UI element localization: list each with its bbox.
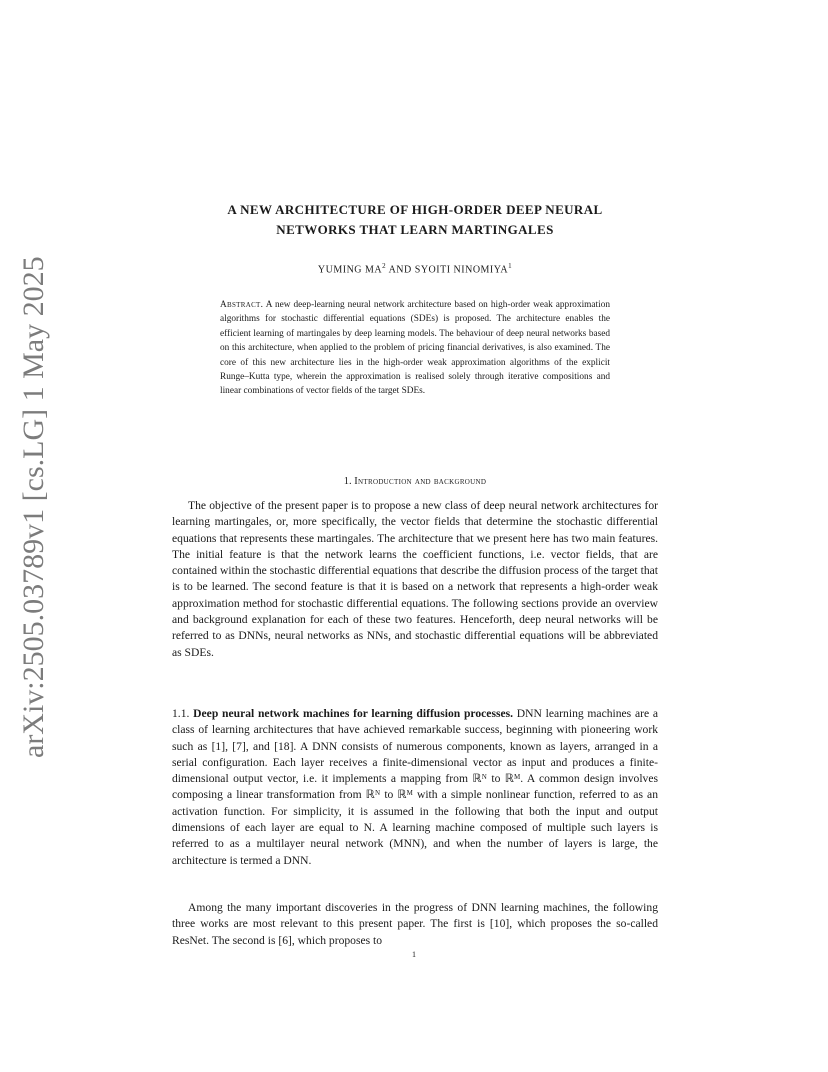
author-1-affiliation: 2 (382, 262, 387, 270)
paragraph-2-text: DNN learning machines are a class of learning architectures that have achieved remarkable success, beginning with pioneering work such as [1], [7], and [18]. A DNN consists of numerous components, known as layers, arranged in a serial configuration. Each layer receives a finite-dimensional vector as input and produces a finite-dimensional output vector, i.e. it implements a mapping from ℝᴺ to ℝᴹ. A common design involves composing a linear transformation from ℝᴺ to ℝᴹ with a simple nonlinear function, referred to as an activation function. For simplicity, it is assumed in the following that both the input and output dimensions of each layer are equal to N. A learning machine composed of multiple such layers is referred to as a multilayer neural network (MNN), and when the number of layers is large, the architecture is termed a DNN. (172, 707, 659, 867)
subsection-title: Deep neural network machines for learning diffusion processes. (193, 707, 514, 720)
page-number: 1 (412, 950, 416, 959)
subsection-number: 1.1. (172, 707, 194, 720)
abstract-label: Abstract. (220, 300, 264, 310)
section-title: Introduction and background (354, 476, 487, 487)
section-number: 1. (343, 476, 355, 487)
paper-title (170, 200, 660, 240)
title-line-1: A NEW ARCHITECTURE OF HIGH-ORDER DEEP NEURAL (227, 202, 603, 217)
paragraph-2 (172, 706, 658, 869)
abstract (220, 298, 610, 399)
paragraph-3: Among the many important discoveries in the progress of DNN learning machines, the following three works are most relevant to this present paper. The first is [10], which proposes the so-called ResNet. The second is [6], which proposes to (172, 901, 658, 947)
title-line-2: NETWORKS THAT LEARN MARTINGALES (276, 222, 554, 237)
author-2-name: SYOITI NINOMIYA (414, 264, 509, 276)
author-conjunction: AND (386, 264, 415, 276)
abstract-text: A new deep-learning neural network architecture based on high-order weak approximation algorithms for stochastic differential equations (SDEs) is proposed. The architecture enables the efficient learning of martingales by deep learning models. The behaviour of deep neural networks based on this architecture, when applied to the problem of pricing financial derivatives, is also examined. The core of this new architecture lies in the high-order weak approximation algorithms of the explicit Runge–Kutta type, wherein the approximation is realised solely through iterative compositions and linear combinations of vector fields of the target SDEs. (220, 300, 610, 397)
author-2-affiliation: 1 (508, 262, 513, 270)
author-list (170, 262, 660, 275)
author-1-name: YUMING MA (317, 264, 383, 276)
arxiv-identifier-stamp: arXiv:2505.03789v1 [cs.LG] 1 May 2025 (17, 256, 50, 758)
paragraph-1: The objective of the present paper is to propose a new class of deep neural network architectures for learning martingales, or, more specifically, the vector fields that determine the stochastic differential equations that represents these martingales. The architecture that we present here has two main features. The initial feature is that the network learns the coefficient functions, i.e. vector fields, that are contained within the stochastic differential equations that describe the diffusion process of the target that is to be learned. The second feature is that it is based on a network that represents a high-order weak approximation method for stochastic differential equations. The following sections provide an overview and background explanation for each of these two features. Henceforth, deep neural networks will be referred to as DNNs, neural networks as NNs, and stochastic differential equations will be abbreviated as SDEs. (172, 499, 658, 659)
section-heading (170, 476, 660, 487)
